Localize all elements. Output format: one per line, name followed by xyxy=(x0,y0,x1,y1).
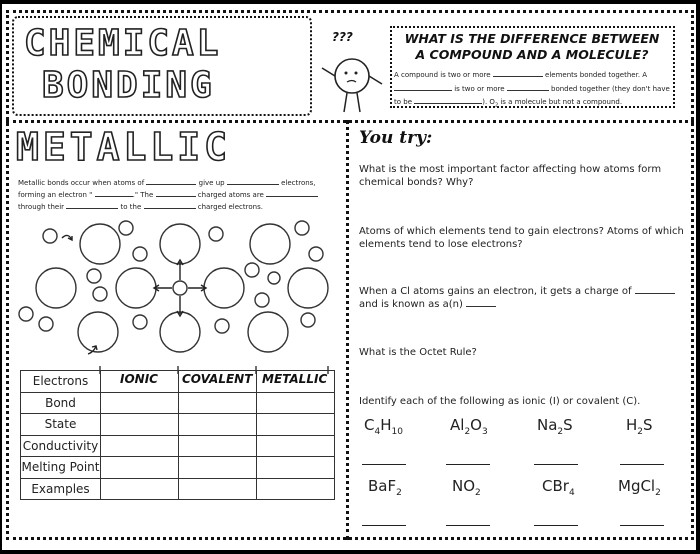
row-label: Conductivity xyxy=(21,435,101,457)
table-row xyxy=(21,435,335,457)
mascot-thought: ??? xyxy=(332,30,353,44)
cell[interactable] xyxy=(101,435,179,457)
sub: 2 xyxy=(475,488,481,498)
cell[interactable] xyxy=(101,414,179,436)
sub: 4 xyxy=(568,488,575,498)
formula-na2s xyxy=(537,416,573,437)
answer-line[interactable] xyxy=(620,525,664,526)
electron xyxy=(309,247,323,261)
el: NO xyxy=(452,477,476,495)
cell[interactable] xyxy=(257,392,335,414)
q1-line2: chemical bonds? Why? xyxy=(359,177,474,188)
blank[interactable] xyxy=(227,177,279,185)
answer-line[interactable] xyxy=(620,464,664,465)
formula-c4h10 xyxy=(364,416,403,437)
metal-ion xyxy=(288,268,328,308)
q-line3-c: is a molecule but not a compound. xyxy=(498,98,623,106)
table-row xyxy=(21,392,335,414)
cell[interactable] xyxy=(257,435,335,457)
sub: 2 xyxy=(464,427,471,437)
answer-line[interactable] xyxy=(534,464,578,465)
cell[interactable] xyxy=(179,371,257,393)
electron xyxy=(268,272,280,284)
metal-ion xyxy=(80,224,120,264)
row-label: State xyxy=(21,414,101,436)
question-line-1 xyxy=(394,69,674,80)
q2-line2: elements tend to lose electrons? xyxy=(359,239,523,250)
metal-ion xyxy=(160,312,200,352)
question-line-3 xyxy=(394,96,674,110)
sub: 2 xyxy=(396,488,402,498)
answer-line[interactable] xyxy=(534,525,578,526)
cell[interactable] xyxy=(257,478,335,500)
blank[interactable] xyxy=(493,69,543,77)
cell[interactable] xyxy=(101,371,179,393)
metal-ion xyxy=(78,312,118,352)
bond-comparison-table xyxy=(20,370,335,500)
m-l1a: Metallic bonds occur when atoms of xyxy=(18,179,145,187)
section-title-metallic: METALLIC xyxy=(16,125,232,169)
el: H xyxy=(380,416,392,434)
q-line3-b: ). O xyxy=(482,98,495,106)
metal-ion xyxy=(36,268,76,308)
col-metallic: METALLIC xyxy=(262,372,328,386)
q-line2-b: bonded together (they don't have xyxy=(551,85,670,93)
table-row xyxy=(21,478,335,500)
electron xyxy=(133,315,147,329)
q-line3-sub: 2 xyxy=(494,102,499,109)
q3-line2 xyxy=(359,299,496,311)
m-l2c: charged atoms are xyxy=(197,191,264,199)
cell[interactable] xyxy=(179,457,257,479)
electron xyxy=(119,221,133,235)
electron xyxy=(215,319,229,333)
metal-ion xyxy=(248,312,288,352)
electron xyxy=(43,229,57,243)
row-label: Electrons xyxy=(21,371,101,393)
sub: 3 xyxy=(481,427,488,437)
formula-mgcl2 xyxy=(618,477,661,498)
question-line-2 xyxy=(394,83,674,94)
m-l3a: through their xyxy=(18,203,65,211)
metal-ion xyxy=(116,268,156,308)
cell[interactable] xyxy=(101,392,179,414)
answer-blank[interactable] xyxy=(466,299,496,307)
sub: 10 xyxy=(391,427,403,437)
electron xyxy=(39,317,53,331)
blank[interactable] xyxy=(144,201,196,209)
cell[interactable] xyxy=(101,478,179,500)
electron xyxy=(255,293,269,307)
electron xyxy=(19,307,33,321)
m-l3c: charged electrons. xyxy=(197,203,263,211)
sub: 2 xyxy=(557,427,564,437)
cell[interactable] xyxy=(257,414,335,436)
formula-no2 xyxy=(452,477,481,498)
question-heading-1: WHAT IS THE DIFFERENCE BETWEEN xyxy=(404,31,660,46)
sub: 4 xyxy=(374,427,381,437)
m-l1c: electrons, xyxy=(281,179,316,187)
formula-cbr4 xyxy=(542,477,575,498)
q-line3-a: to be xyxy=(394,98,413,106)
sub: 2 xyxy=(655,488,661,498)
question-heading-2: A COMPOUND AND A MOLECULE? xyxy=(415,47,649,62)
cell[interactable] xyxy=(179,414,257,436)
el: Al xyxy=(450,416,465,434)
electron xyxy=(301,313,315,327)
mascot-atom-character xyxy=(316,44,388,120)
el: C xyxy=(364,416,375,434)
m-l2a: forming an electron " xyxy=(18,191,93,199)
table-row xyxy=(21,371,335,393)
cell[interactable] xyxy=(179,478,257,500)
metallic-line-1 xyxy=(18,177,338,188)
metal-ion xyxy=(250,224,290,264)
q3-text-1: When a Cl atoms gains an electron, it gets a charge of xyxy=(359,286,632,297)
vertical-divider xyxy=(346,120,349,540)
q-line1-a: A compound is two or more xyxy=(394,71,491,79)
you-try-heading: You try: xyxy=(359,128,433,148)
electron xyxy=(87,269,101,283)
el: S xyxy=(643,416,653,434)
electron xyxy=(295,221,309,235)
q-line1-b: elements bonded together. A xyxy=(545,71,648,79)
metallic-line-2 xyxy=(18,189,338,200)
q1-line1: What is the most important factor affecting how atoms form xyxy=(359,164,662,175)
q-line2-a: is two or more xyxy=(454,85,505,93)
electron xyxy=(133,247,147,261)
formula-baf2 xyxy=(368,477,402,498)
electron xyxy=(245,263,259,277)
blank[interactable] xyxy=(95,189,133,197)
el: MgCl xyxy=(618,477,656,495)
metallic-line-3 xyxy=(18,201,338,212)
worksheet-page xyxy=(2,4,696,550)
col-ionic: IONIC xyxy=(120,372,158,386)
electron xyxy=(209,227,223,241)
formula-al2o3 xyxy=(450,416,488,437)
table-row xyxy=(21,414,335,436)
answer-line[interactable] xyxy=(362,464,406,465)
cell[interactable] xyxy=(101,457,179,479)
metallic-lattice-diagram xyxy=(16,214,338,364)
row-label: Examples xyxy=(21,478,101,500)
row-label: Bond xyxy=(21,392,101,414)
el: O xyxy=(470,416,482,434)
cell[interactable] xyxy=(179,435,257,457)
el: Na xyxy=(537,416,558,434)
col-covalent: COVALENT xyxy=(182,372,253,386)
blank[interactable] xyxy=(146,177,196,185)
q5: Identify each of the following as ionic (I) or covalent (C). xyxy=(359,396,641,407)
cell[interactable] xyxy=(179,392,257,414)
metal-ion xyxy=(160,224,200,264)
electron xyxy=(173,281,187,295)
horizontal-divider xyxy=(6,120,694,123)
electron xyxy=(93,287,107,301)
metal-ion xyxy=(204,268,244,308)
cell[interactable] xyxy=(257,457,335,479)
q3-line1 xyxy=(359,286,675,298)
m-l3b: to the xyxy=(120,203,142,211)
title-bonding: BONDING xyxy=(42,65,215,106)
cell[interactable] xyxy=(257,371,335,393)
el: CBr xyxy=(542,477,569,495)
formula-h2s xyxy=(626,416,653,437)
el: H xyxy=(626,416,638,434)
q2-line1: Atoms of which elements tend to gain electrons? Atoms of which xyxy=(359,226,684,237)
blank[interactable] xyxy=(66,201,118,209)
m-l2b: ." The xyxy=(132,191,154,199)
answer-line[interactable] xyxy=(446,464,490,465)
sub: 2 xyxy=(637,427,644,437)
el: S xyxy=(563,416,573,434)
el: BaF xyxy=(368,477,397,495)
q3-text-2: and is known as a(n) xyxy=(359,299,463,310)
blank[interactable] xyxy=(414,96,482,104)
answer-line[interactable] xyxy=(362,525,406,526)
blank[interactable] xyxy=(394,83,452,91)
m-l1b: give up xyxy=(198,179,225,187)
blank[interactable] xyxy=(266,189,318,197)
title-chemical: CHEMICAL xyxy=(24,23,222,64)
blank[interactable] xyxy=(507,83,549,91)
blank[interactable] xyxy=(156,189,196,197)
answer-blank[interactable] xyxy=(635,286,675,294)
q4: What is the Octet Rule? xyxy=(359,347,477,358)
answer-line[interactable] xyxy=(446,525,490,526)
table-row xyxy=(21,457,335,479)
row-label: Melting Point xyxy=(21,457,101,479)
